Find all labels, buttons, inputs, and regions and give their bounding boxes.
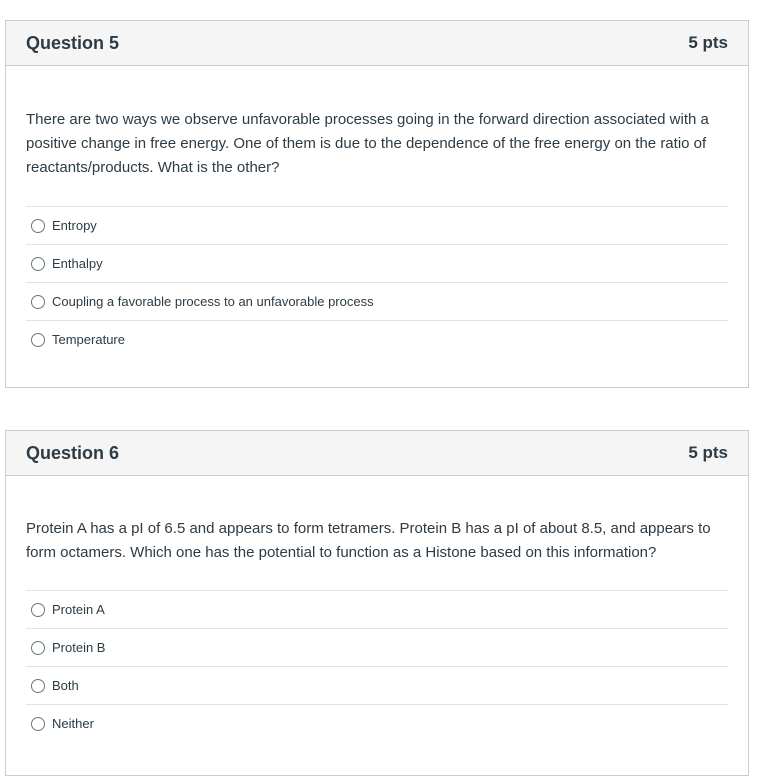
question-header	[6, 431, 748, 476]
radio-button[interactable]	[31, 295, 45, 309]
answer-label[interactable]: Protein A	[52, 602, 105, 617]
question-text: Protein A has a pI of 6.5 and appears to form tetramers. Protein B has a pI of about 8.5, and appears to form octamers. Which one has the potential to function as a Histone based on this information?	[26, 520, 711, 561]
question-points: 5 pts	[688, 443, 728, 462]
answer-label[interactable]: Both	[52, 678, 79, 693]
answer-label[interactable]: Protein B	[52, 640, 106, 655]
question-6	[5, 430, 749, 776]
question-header	[6, 21, 748, 66]
radio-button[interactable]	[31, 333, 45, 347]
radio-button[interactable]	[31, 679, 45, 693]
answer-option-neither[interactable]	[26, 705, 728, 742]
answer-option-enthalpy[interactable]	[26, 245, 728, 283]
answer-label[interactable]: Neither	[52, 716, 94, 731]
question-body	[6, 66, 748, 358]
answer-label[interactable]: Enthalpy	[52, 256, 103, 271]
answer-option-temperature[interactable]	[26, 321, 728, 358]
question-text: There are two ways we observe unfavorable processes going in the forward direction associated with a positive change in free energy. One of them is due to the dependence of the free energy on the ratio of reactants/products. What is the other?	[26, 111, 709, 176]
question-title: Question 5	[26, 32, 120, 53]
question-title: Question 6	[26, 442, 120, 463]
radio-button[interactable]	[31, 641, 45, 655]
answer-option-protein-a[interactable]	[26, 591, 728, 629]
answer-option-protein-b[interactable]	[26, 629, 728, 667]
answer-label[interactable]: Temperature	[52, 332, 125, 347]
answer-list	[26, 206, 728, 358]
answer-option-coupling[interactable]	[26, 283, 728, 321]
answer-list	[26, 590, 728, 742]
answer-label[interactable]: Entropy	[52, 218, 97, 233]
radio-button[interactable]	[31, 603, 45, 617]
answer-option-both[interactable]	[26, 667, 728, 705]
answer-option-entropy[interactable]	[26, 207, 728, 245]
question-5	[5, 20, 749, 388]
question-body	[6, 476, 748, 742]
question-points: 5 pts	[688, 33, 728, 52]
radio-button[interactable]	[31, 257, 45, 271]
radio-button[interactable]	[31, 219, 45, 233]
radio-button[interactable]	[31, 717, 45, 731]
answer-label[interactable]: Coupling a favorable process to an unfavorable process	[52, 294, 374, 309]
